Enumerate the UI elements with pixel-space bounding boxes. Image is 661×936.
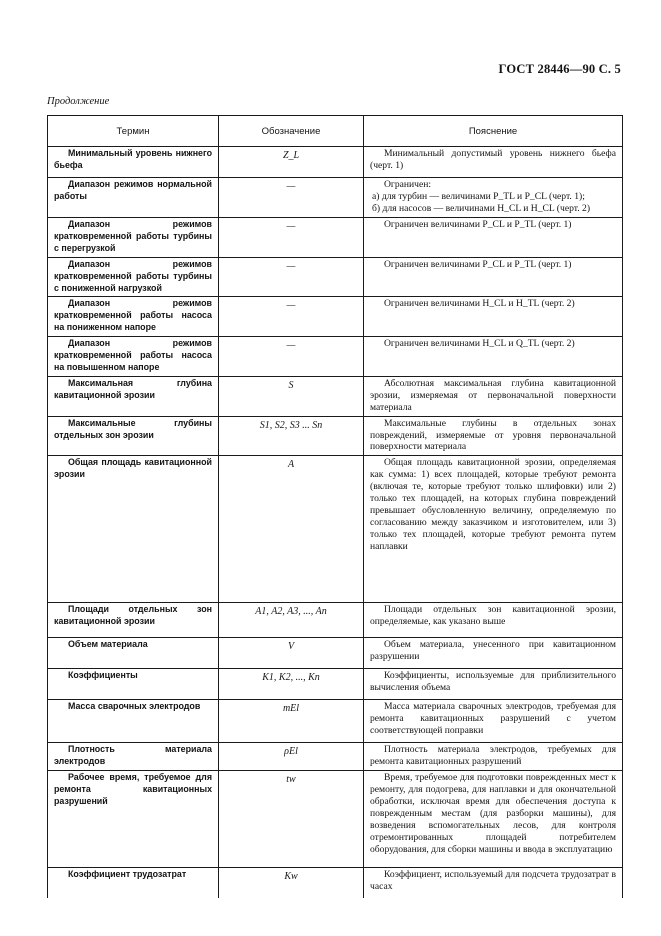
table-row <box>48 868 623 898</box>
term-cell: Максимальные глубины отдельных зон эрозии <box>48 416 219 456</box>
table-row <box>48 178 623 218</box>
explanation-cell: Коэффициент, используемый для подсчета трудозатрат в часах <box>364 868 623 898</box>
column-header-symbol: Обозначение <box>219 116 364 147</box>
table-row <box>48 700 623 743</box>
term-cell: Коэффициент трудозатрат <box>48 868 219 898</box>
explanation-cell: Объем материала, унесенного при кавитационном разрушении <box>364 638 623 669</box>
term-cell: Рабочее время, требуемое для ремонта кавитационных разрушений <box>48 771 219 868</box>
table-row <box>48 257 623 297</box>
symbol-cell: — <box>219 337 364 377</box>
table-row <box>48 638 623 669</box>
symbol-cell: — <box>219 297 364 337</box>
table-row <box>48 456 623 603</box>
explanation-cell: Ограничен величинами H_CL и H_TL (черт. 2) <box>364 297 623 337</box>
symbol-cell: mEl <box>219 700 364 743</box>
symbol-cell: V <box>219 638 364 669</box>
explanation-cell: Ограничен величинами P_CL и P_TL (черт. 1) <box>364 257 623 297</box>
explanation-cell: Абсолютная максимальная глубина кавитационной эрозии, измеряемая от первоначальной поверхности материала <box>364 376 623 416</box>
table-row <box>48 337 623 377</box>
column-header-term: Термин <box>48 116 219 147</box>
term-cell: Минимальный уровень нижнего бьефа <box>48 147 219 178</box>
explanation-cell: Общая площадь кавитационной эрозии, определяемая как сумма: 1) всех площадей, которые требуют ремонта (включая те, которые требуют только шлифовки) или 2) только тех площадей, на которых глубина повреждений превышает обусловленную величину, определяемую по согласованию между заказчиком и изготовителем, или 3) только тех площадей, которые требуют ремонта путем наплавки <box>364 456 623 603</box>
explanation-cell: Плотность материала электродов, требуемых для ремонта кавитационных разрушений <box>364 743 623 771</box>
table-row <box>48 297 623 337</box>
term-cell: Диапазон режимов кратковременной работы насоса на повышенном напоре <box>48 337 219 377</box>
explanation-cell: Максимальные глубины в отдельных зонах повреждений, измеряемые от уровня первоначальной поверхности материала <box>364 416 623 456</box>
term-cell: Общая площадь кавитационной эрозии <box>48 456 219 603</box>
symbol-cell: S <box>219 376 364 416</box>
symbol-cell: A1, A2, A3, ..., An <box>219 603 364 638</box>
column-header-explanation: Пояснение <box>364 116 623 147</box>
term-cell: Диапазон режимов нормальной работы <box>48 178 219 218</box>
table-row <box>48 603 623 638</box>
explanation-cell: Минимальный допустимый уровень нижнего бьефа (черт. 1) <box>364 147 623 178</box>
page-header: ГОСТ 28446—90 С. 5 <box>498 62 621 76</box>
table-row <box>48 376 623 416</box>
table-header-row <box>48 116 623 147</box>
symbol-cell: Kw <box>219 868 364 898</box>
table-row <box>48 771 623 868</box>
continuation-label: Продолжение <box>47 96 110 107</box>
term-cell: Площади отдельных зон кавитационной эрозии <box>48 603 219 638</box>
terms-table <box>47 115 623 898</box>
term-cell: Максимальная глубина кавитационной эрозии <box>48 376 219 416</box>
explanation-cell: Ограничен величинами H_CL и Q_TL (черт. 2) <box>364 337 623 377</box>
symbol-cell: — <box>219 178 364 218</box>
symbol-cell: K1, K2, ..., Kn <box>219 669 364 700</box>
table-row <box>48 218 623 258</box>
table-row <box>48 147 623 178</box>
term-cell: Диапазон режимов кратковременной работы насоса на пониженном напоре <box>48 297 219 337</box>
explanation-cell: Коэффициенты, используемые для приблизительного вычисления объема <box>364 669 623 700</box>
term-cell: Диапазон режимов кратковременной работы турбины с перегрузкой <box>48 218 219 258</box>
symbol-cell: tw <box>219 771 364 868</box>
symbol-cell: — <box>219 257 364 297</box>
term-cell: Масса сварочных электродов <box>48 700 219 743</box>
term-cell: Плотность материала электродов <box>48 743 219 771</box>
explanation-cell: Время, требуемое для подготовки поврежденных мест к ремонту, для подогрева, для наплавки и для окончательной обработки, исключая время для обеспечения доступа к поврежденным местам (для разборки машины), для возведения вспомогательных лесов, для контроля отремонтированных площадей потребителем оборудования, для сборки машины и ввода в эксплуатацию <box>364 771 623 868</box>
explanation-cell: Ограничен величинами P_CL и P_TL (черт. 1) <box>364 218 623 258</box>
symbol-cell: Z_L <box>219 147 364 178</box>
explanation-cell: Ограничен: а) для турбин — величинами P_TL и P_CL (черт. 1); б) для насосов — величинами H_CL и H_CL (черт. 2) <box>364 178 623 218</box>
symbol-cell: A <box>219 456 364 603</box>
table-row <box>48 743 623 771</box>
symbol-cell: ρEl <box>219 743 364 771</box>
symbol-cell: — <box>219 218 364 258</box>
explanation-cell: Площади отдельных зон кавитационной эрозии, определяемые, как указано выше <box>364 603 623 638</box>
term-cell: Коэффициенты <box>48 669 219 700</box>
symbol-cell: S1, S2, S3 ... Sn <box>219 416 364 456</box>
explanation-cell: Масса материала сварочных электродов, требуемая для ремонта кавитационных разрушений с учетом соответствующей поправки <box>364 700 623 743</box>
term-cell: Диапазон режимов кратковременной работы турбины с пониженной нагрузкой <box>48 257 219 297</box>
table-row <box>48 669 623 700</box>
table-row <box>48 416 623 456</box>
term-cell: Объем материала <box>48 638 219 669</box>
